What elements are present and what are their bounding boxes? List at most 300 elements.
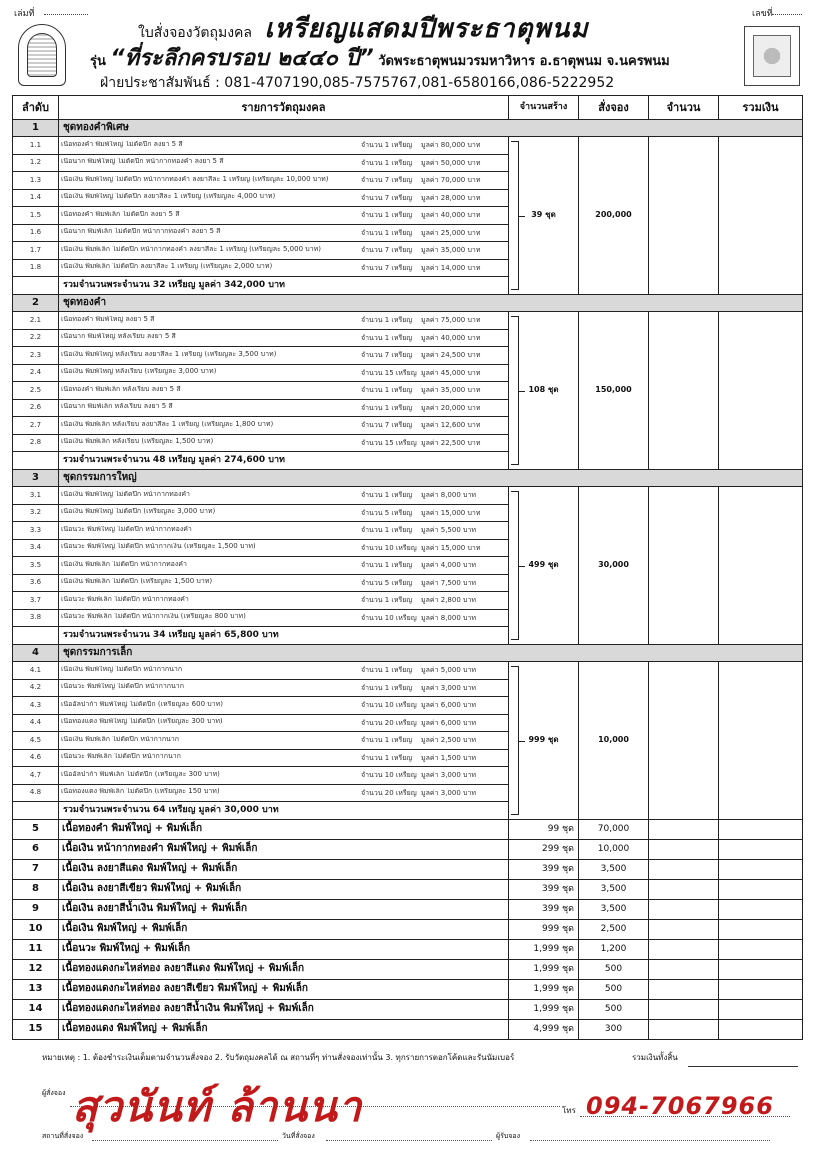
remark-note: หมายเหตุ : 1. ต้องชำระเงินเต็มตามจำนวนสั่งจอง 2. รับวัตถุมงคลได้ ณ สถานที่ๆ ท่านสั่งจองเท่านั้น 3. ทุกรายการตอกโค้ดและรันนัมเบอร์ — [42, 1053, 515, 1062]
section-row — [13, 120, 803, 137]
row-quantity: 1,999 ชุด — [509, 940, 579, 960]
section-title: ชุดทองคำพิเศษ — [59, 120, 803, 137]
col-header-sum: รวมเงิน — [719, 96, 803, 120]
item-quantity: จำนวน 1 เหรียญ — [361, 736, 413, 745]
row-count-field[interactable] — [649, 960, 719, 980]
section-title: ชุดกรรมการใหญ่ — [59, 470, 803, 487]
item-value: มูลค่า 15,000 บาท — [421, 508, 481, 517]
row-desc: เนื้อนวะ พิมพ์ใหญ่ + พิมพ์เล็ก — [59, 940, 509, 960]
row-quantity: 1,999 ชุด — [509, 980, 579, 1000]
row-desc: เนื้อเงิน หน้ากากทองคำ พิมพ์ใหญ่ + พิมพ์เล็ก — [59, 840, 509, 860]
item-desc: เนื้อทองคำ พิมพ์ใหญ่ ไม่ตัดปีก ลงยา 5 สี — [61, 140, 183, 148]
item-desc: เนื้อนวะ พิมพ์เล็ก ไม่ตัดปีก หน้ากากเงิน (เหรียญละ 800 บาท) — [61, 613, 246, 621]
item-desc-cell — [59, 347, 509, 365]
group-quantity: 108 ชุด — [528, 385, 559, 395]
item-value: มูลค่า 50,000 บาท — [421, 158, 481, 167]
item-desc: เนื้อเงิน พิมพ์เล็ก ไม่ตัดปีก หน้ากากนาก — [61, 735, 180, 743]
table-row — [13, 662, 803, 680]
item-number: 4.6 — [13, 749, 59, 767]
item-number: 2.8 — [13, 434, 59, 452]
item-desc-cell — [59, 154, 509, 172]
item-number: 1.8 — [13, 259, 59, 277]
row-order-price: 1,200 — [579, 940, 649, 960]
row-order-price: 3,500 — [579, 860, 649, 880]
item-value: มูลค่า 3,000 บาท — [421, 788, 476, 797]
seller-phone: 094-7067966 — [586, 1092, 774, 1120]
row-number: 6 — [13, 840, 59, 860]
item-desc: เนื้อเงิน พิมพ์เล็ก ไม่ตัดปีก (เหรียญละ 1,500 บาท) — [61, 578, 213, 586]
total-spacer — [13, 277, 59, 295]
item-desc: เนื้ออัลปาก้า พิมพ์เล็ก ไม่ตัดปีก (เหรียญละ 300 บาท) — [61, 770, 220, 778]
item-desc-cell — [59, 609, 509, 627]
item-desc-cell — [59, 189, 509, 207]
item-desc-cell — [59, 137, 509, 155]
row-desc: เนื้อทองแดงกะไหล่ทอง ลงยาสีเขียว พิมพ์ใหญ่ + พิมพ์เล็ก — [59, 980, 509, 1000]
item-value: มูลค่า 80,000 บาท — [421, 141, 481, 150]
row-number: 8 — [13, 880, 59, 900]
book-number-line — [44, 14, 88, 15]
item-desc-cell — [59, 312, 509, 330]
item-value: มูลค่า 22,500 บาท — [421, 438, 481, 447]
item-number: 1.6 — [13, 224, 59, 242]
item-number: 3.8 — [13, 609, 59, 627]
doc-number-line — [772, 14, 802, 15]
row-count-field[interactable] — [649, 840, 719, 860]
item-quantity: จำนวน 10 เหรียญ — [361, 771, 417, 780]
item-quantity: จำนวน 7 เหรียญ — [361, 246, 413, 255]
col-header-qty: จำนวนสร้าง — [509, 96, 579, 120]
row-number: 10 — [13, 920, 59, 940]
item-desc-cell — [59, 539, 509, 557]
group-count-field[interactable] — [649, 662, 719, 820]
group-quantity: 39 ชุด — [531, 210, 556, 220]
item-desc: เนื้อทองคำ พิมพ์เล็ก หลังเรียบ ลงยา 5 สี — [61, 385, 181, 393]
place-field[interactable] — [92, 1140, 278, 1141]
item-number: 1.7 — [13, 242, 59, 260]
item-desc: เนื้ออัลปาก้า พิมพ์ใหญ่ ไม่ตัดปีก (เหรียญละ 600 บาท) — [61, 700, 223, 708]
item-number: 3.4 — [13, 539, 59, 557]
row-sum-field[interactable] — [719, 900, 803, 920]
row-count-field[interactable] — [649, 1000, 719, 1020]
seller-name: สุวนันท์ ล้านนา — [72, 1082, 363, 1131]
group-sum-field[interactable] — [719, 137, 803, 295]
row-sum-field[interactable] — [719, 820, 803, 840]
item-desc-cell — [59, 784, 509, 802]
item-number: 3.7 — [13, 592, 59, 610]
row-number: 13 — [13, 980, 59, 1000]
item-value: มูลค่า 15,000 บาท — [421, 543, 481, 552]
title-big: เหรียญแสดมปีพระธาตุพนม — [264, 14, 589, 44]
form-header — [0, 0, 814, 94]
group-count-field[interactable] — [649, 487, 719, 645]
table-row — [13, 487, 803, 505]
item-desc-cell — [59, 364, 509, 382]
item-desc: เนื้อเงิน พิมพ์ใหญ่ ไม่ตัดปีก หน้ากากนาก — [61, 665, 183, 673]
group-order-price: 150,000 — [579, 312, 649, 470]
item-number: 4.5 — [13, 732, 59, 750]
item-quantity: จำนวน 1 เหรียญ — [361, 683, 413, 692]
bracket-icon — [511, 666, 519, 815]
row-order-price: 500 — [579, 1000, 649, 1020]
table-row — [13, 880, 803, 900]
row-order-price: 2,500 — [579, 920, 649, 940]
item-desc-cell — [59, 504, 509, 522]
row-quantity: 399 ชุด — [509, 880, 579, 900]
col-header-desc: รายการวัตถุมงคล — [59, 96, 509, 120]
item-value: มูลค่า 35,000 บาท — [421, 386, 481, 395]
section-row — [13, 645, 803, 662]
item-desc: เนื้อทองแดง พิมพ์เล็ก ไม่ตัดปีก (เหรียญละ 150 บาท) — [61, 788, 220, 796]
row-desc: เนื้อทองคำ พิมพ์ใหญ่ + พิมพ์เล็ก — [59, 820, 509, 840]
item-quantity: จำนวน 7 เหรียญ — [361, 351, 413, 360]
place-label: สถานที่สั่งจอง — [42, 1132, 84, 1140]
item-desc-cell — [59, 207, 509, 225]
item-quantity: จำนวน 15 เหรียญ — [361, 438, 417, 447]
item-desc: เนื้อนวะ พิมพ์ใหญ่ ไม่ตัดปีก หน้ากากนาก — [61, 683, 184, 691]
item-quantity: จำนวน 1 เหรียญ — [361, 316, 413, 325]
table-row — [13, 840, 803, 860]
row-count-field[interactable] — [649, 860, 719, 880]
item-desc: เนื้อเงิน พิมพ์ใหญ่ ไม่ตัดปีก หน้ากากทองคำ — [61, 490, 190, 498]
item-value: มูลค่า 35,000 บาท — [421, 246, 481, 255]
row-desc: เนื้อเงิน ลงยาสีเขียว พิมพ์ใหญ่ + พิมพ์เล็ก — [59, 880, 509, 900]
item-number: 3.1 — [13, 487, 59, 505]
item-number: 2.1 — [13, 312, 59, 330]
row-desc: เนื้อเงิน ลงยาสีน้ำเงิน พิมพ์ใหญ่ + พิมพ์เล็ก — [59, 900, 509, 920]
contact-line: ฝ่ายประชาสัมพันธ์ : 081-4707190,085-7575767,081-6580166,086-5222952 — [100, 75, 615, 91]
item-quantity: จำนวน 15 เหรียญ — [361, 368, 417, 377]
item-desc-cell — [59, 732, 509, 750]
item-desc: เนื้อเงิน พิมพ์ใหญ่ ไม่ตัดปีก (เหรียญละ 3,000 บาท) — [61, 508, 216, 516]
table-row — [13, 1020, 803, 1040]
item-desc: เนื้อนวะ พิมพ์ใหญ่ ไม่ตัดปีก หน้ากากทองคำ — [61, 525, 192, 533]
row-sum-field[interactable] — [719, 860, 803, 880]
order-table — [12, 95, 803, 1040]
item-desc-cell — [59, 574, 509, 592]
row-order-price: 500 — [579, 980, 649, 1000]
item-desc-cell — [59, 242, 509, 260]
row-desc: เนื้อทองแดงกะไหล่ทอง ลงยาสีน้ำเงิน พิมพ์ใหญ่ + พิมพ์เล็ก — [59, 1000, 509, 1020]
item-number: 1.5 — [13, 207, 59, 225]
group-quantity: 499 ชุด — [528, 560, 559, 570]
total-spacer — [13, 452, 59, 470]
item-value: มูลค่า 2,500 บาท — [421, 736, 476, 745]
row-quantity: 4,999 ชุด — [509, 1020, 579, 1040]
item-desc-cell — [59, 592, 509, 610]
item-number: 3.5 — [13, 557, 59, 575]
item-number: 3.3 — [13, 522, 59, 540]
item-desc: เนื้อเงิน พิมพ์เล็ก ไม่ตัดปีก หน้ากากทองคำ — [61, 560, 187, 568]
row-sum-field[interactable] — [719, 840, 803, 860]
item-value: มูลค่า 3,000 บาท — [421, 771, 476, 780]
item-number: 1.2 — [13, 154, 59, 172]
item-value: มูลค่า 4,000 บาท — [421, 561, 476, 570]
item-desc: เนื้อเงิน พิมพ์ใหญ่ ไม่ตัดปีก หน้ากากทองคำ ลงยาสีละ 1 เหรียญ (เหรียญละ 10,000 บาท) — [61, 175, 329, 183]
item-quantity: จำนวน 1 เหรียญ — [361, 491, 413, 500]
col-header-no: ลำดับ — [13, 96, 59, 120]
item-desc-cell — [59, 749, 509, 767]
table-row — [13, 980, 803, 1000]
item-desc: เนื้อเงิน พิมพ์ใหญ่ หลังเรียบ (เหรียญละ 3,000 บาท) — [61, 368, 217, 376]
col-header-order: สั่งจอง — [579, 96, 649, 120]
row-count-field[interactable] — [649, 980, 719, 1000]
group-sum-field[interactable] — [719, 662, 803, 820]
item-quantity: จำนวน 1 เหรียญ — [361, 386, 413, 395]
item-value: มูลค่า 40,000 บาท — [421, 211, 481, 220]
item-desc: เนื้อทองแดง พิมพ์ใหญ่ ไม่ตัดปีก (เหรียญละ 300 บาท) — [61, 718, 223, 726]
orderer-label: ผู้สั่งจอง — [42, 1089, 66, 1097]
item-desc-cell — [59, 714, 509, 732]
bracket-icon — [511, 316, 519, 465]
section-total: รวมจำนวนพระจำนวน 34 เหรียญ มูลค่า 65,800 บาท — [59, 627, 509, 645]
group-quantity-cell — [509, 137, 579, 295]
total-spacer — [13, 802, 59, 820]
section-number: 3 — [13, 470, 59, 487]
item-desc-cell — [59, 224, 509, 242]
table-row — [13, 820, 803, 840]
item-quantity: จำนวน 1 เหรียญ — [361, 158, 413, 167]
item-value: มูลค่า 75,000 บาท — [421, 316, 481, 325]
item-quantity: จำนวน 7 เหรียญ — [361, 176, 413, 185]
row-desc: เนื้อเงิน พิมพ์ใหญ่ + พิมพ์เล็ก — [59, 920, 509, 940]
table-row — [13, 137, 803, 155]
item-quantity: จำนวน 10 เหรียญ — [361, 701, 417, 710]
item-number: 4.7 — [13, 767, 59, 785]
row-order-price: 3,500 — [579, 880, 649, 900]
row-sum-field[interactable] — [719, 1000, 803, 1020]
row-count-field[interactable] — [649, 880, 719, 900]
row-count-field[interactable] — [649, 900, 719, 920]
row-quantity: 99 ชุด — [509, 820, 579, 840]
group-sum-field[interactable] — [719, 487, 803, 645]
item-value: มูลค่า 40,000 บาท — [421, 333, 481, 342]
section-total: รวมจำนวนพระจำนวน 64 เหรียญ มูลค่า 30,000 บาท — [59, 802, 509, 820]
item-value: มูลค่า 6,000 บาท — [421, 701, 476, 710]
item-desc: เนื้อเงิน พิมพ์เล็ก หลังเรียบ ลงยาสีละ 1 เหรียญ (เหรียญละ 1,800 บาท) — [61, 420, 274, 428]
item-quantity: จำนวน 1 เหรียญ — [361, 141, 413, 150]
item-desc: เนื้อนวะ พิมพ์ใหญ่ ไม่ตัดปีก หน้ากากเงิน (เหรียญละ 1,500 บาท) — [61, 543, 256, 551]
item-desc: เนื้อนาก พิมพ์ใหญ่ หลังเรียบ ลงยา 5 สี — [61, 333, 176, 341]
title-small: ใบสั่งจองวัตถุมงคล — [138, 25, 252, 41]
series-prefix: รุ่น — [90, 54, 106, 69]
receiver-field[interactable] — [530, 1140, 770, 1141]
col-header-count: จำนวน — [649, 96, 719, 120]
item-value: มูลค่า 45,000 บาท — [421, 368, 481, 377]
row-sum-field[interactable] — [719, 960, 803, 980]
item-desc-cell — [59, 767, 509, 785]
item-desc: เนื้อนาก พิมพ์ใหญ่ ไม่ตัดปีก หน้ากากทองคำ ลงยา 5 สี — [61, 158, 224, 166]
table-row — [13, 1000, 803, 1020]
item-desc-cell — [59, 259, 509, 277]
row-number: 7 — [13, 860, 59, 880]
item-desc-cell — [59, 417, 509, 435]
row-sum-field[interactable] — [719, 980, 803, 1000]
item-desc-cell — [59, 434, 509, 452]
section-number: 2 — [13, 295, 59, 312]
item-desc-cell — [59, 487, 509, 505]
item-quantity: จำนวน 10 เหรียญ — [361, 543, 417, 552]
row-quantity: 999 ชุด — [509, 920, 579, 940]
item-quantity: จำนวน 5 เหรียญ — [361, 508, 413, 517]
table-row — [13, 312, 803, 330]
item-desc: เนื้อเงิน พิมพ์เล็ก ไม่ตัดปีก หน้ากากทองคำ ลงยาสีละ 1 เหรียญ (เหรียญละ 5,000 บาท) — [61, 245, 321, 253]
row-quantity: 399 ชุด — [509, 900, 579, 920]
item-quantity: จำนวน 1 เหรียญ — [361, 561, 413, 570]
item-value: มูลค่า 14,000 บาท — [421, 263, 481, 272]
item-number: 1.4 — [13, 189, 59, 207]
row-count-field[interactable] — [649, 920, 719, 940]
row-quantity: 1,999 ชุด — [509, 1000, 579, 1020]
item-desc: เนื้อนาก พิมพ์เล็ก ไม่ตัดปีก หน้ากากทองคำ ลงยา 5 สี — [61, 228, 221, 236]
row-sum-field[interactable] — [719, 880, 803, 900]
item-number: 4.3 — [13, 697, 59, 715]
row-desc: เนื้อเงิน ลงยาสีแดง พิมพ์ใหญ่ + พิมพ์เล็ก — [59, 860, 509, 880]
row-sum-field[interactable] — [719, 1020, 803, 1040]
table-row — [13, 940, 803, 960]
row-quantity: 299 ชุด — [509, 840, 579, 860]
item-quantity: จำนวน 7 เหรียญ — [361, 421, 413, 430]
row-count-field[interactable] — [649, 820, 719, 840]
group-order-price: 30,000 — [579, 487, 649, 645]
item-desc-cell — [59, 557, 509, 575]
item-quantity: จำนวน 20 เหรียญ — [361, 788, 417, 797]
group-order-price: 10,000 — [579, 662, 649, 820]
total-spacer — [13, 627, 59, 645]
item-quantity: จำนวน 7 เหรียญ — [361, 193, 413, 202]
item-value: มูลค่า 3,000 บาท — [421, 683, 476, 692]
section-number: 4 — [13, 645, 59, 662]
row-quantity: 1,999 ชุด — [509, 960, 579, 980]
item-value: มูลค่า 1,500 บาท — [421, 753, 476, 762]
row-order-price: 3,500 — [579, 900, 649, 920]
section-title: ชุดทองคำ — [59, 295, 803, 312]
item-number: 1.1 — [13, 137, 59, 155]
item-value: มูลค่า 20,000 บาท — [421, 403, 481, 412]
item-desc-cell — [59, 329, 509, 347]
stamp-seal-icon — [744, 26, 800, 86]
item-number: 2.6 — [13, 399, 59, 417]
item-desc-cell — [59, 172, 509, 190]
item-desc: เนื้อนาก พิมพ์เล็ก หลังเรียบ ลงยา 5 สี — [61, 403, 173, 411]
group-quantity-cell — [509, 487, 579, 645]
row-sum-field[interactable] — [719, 940, 803, 960]
row-order-price: 10,000 — [579, 840, 649, 860]
item-desc-cell — [59, 522, 509, 540]
row-number: 9 — [13, 900, 59, 920]
item-quantity: จำนวน 1 เหรียญ — [361, 526, 413, 535]
table-row — [13, 960, 803, 980]
item-desc: เนื้อเงิน พิมพ์ใหญ่ หลังเรียบ ลงยาสีละ 1 เหรียญ (เหรียญละ 3,500 บาท) — [61, 350, 277, 358]
item-value: มูลค่า 2,800 บาท — [421, 596, 476, 605]
item-value: มูลค่า 5,000 บาท — [421, 666, 476, 675]
item-quantity: จำนวน 7 เหรียญ — [361, 263, 413, 272]
temple-name: วัดพระธาตุพนมวรมหาวิหาร อ.ธาตุพนม จ.นครพนม — [378, 54, 670, 69]
item-desc-cell — [59, 679, 509, 697]
item-value: มูลค่า 8,000 บาท — [421, 613, 476, 622]
row-count-field[interactable] — [649, 1020, 719, 1040]
doc-number-label: เลขที่ — [752, 9, 773, 19]
grand-total-field[interactable] — [688, 1066, 798, 1067]
item-quantity: จำนวน 10 เหรียญ — [361, 613, 417, 622]
row-sum-field[interactable] — [719, 920, 803, 940]
row-number: 14 — [13, 1000, 59, 1020]
group-count-field[interactable] — [649, 137, 719, 295]
date-field[interactable] — [326, 1140, 492, 1141]
group-quantity: 999 ชุด — [528, 735, 559, 745]
section-total: รวมจำนวนพระจำนวน 32 เหรียญ มูลค่า 342,000 บาท — [59, 277, 509, 295]
row-number: 15 — [13, 1020, 59, 1040]
item-number: 2.5 — [13, 382, 59, 400]
series-name: “ที่ระลึกครบรอบ ๒๔๔๐ ปี” — [110, 46, 374, 71]
temple-logo-icon — [18, 24, 66, 86]
tel-label: โทร — [562, 1106, 576, 1115]
item-desc: เนื้อเงิน พิมพ์ใหญ่ ไม่ตัดปีก ลงยาสีละ 1 เหรียญ (เหรียญละ 4,000 บาท) — [61, 193, 276, 201]
item-quantity: จำนวน 1 เหรียญ — [361, 666, 413, 675]
item-number: 4.2 — [13, 679, 59, 697]
item-desc-cell — [59, 382, 509, 400]
row-order-price: 500 — [579, 960, 649, 980]
table-row — [13, 920, 803, 940]
item-desc: เนื้อทองคำ พิมพ์เล็ก ไม่ตัดปีก ลงยา 5 สี — [61, 210, 180, 218]
item-value: มูลค่า 6,000 บาท — [421, 718, 476, 727]
group-sum-field[interactable] — [719, 312, 803, 470]
book-number-label: เล่มที่ — [14, 9, 35, 19]
row-order-price: 300 — [579, 1020, 649, 1040]
item-quantity: จำนวน 1 เหรียญ — [361, 753, 413, 762]
item-quantity: จำนวน 20 เหรียญ — [361, 718, 417, 727]
group-quantity-cell — [509, 312, 579, 470]
receiver-label: ผู้รับจอง — [496, 1132, 521, 1140]
item-desc-cell — [59, 662, 509, 680]
row-number: 12 — [13, 960, 59, 980]
item-desc: เนื้อเงิน พิมพ์เล็ก หลังเรียบ (เหรียญละ 1,500 บาท) — [61, 438, 214, 446]
item-number: 2.2 — [13, 329, 59, 347]
bracket-icon — [511, 141, 519, 290]
item-number: 4.8 — [13, 784, 59, 802]
grand-total-label: รวมเงินทั้งสิ้น — [632, 1053, 678, 1062]
item-desc-cell — [59, 697, 509, 715]
section-number: 1 — [13, 120, 59, 137]
item-desc: เนื้อนวะ พิมพ์เล็ก ไม่ตัดปีก หน้ากากทองคำ — [61, 595, 189, 603]
group-order-price: 200,000 — [579, 137, 649, 295]
item-desc: เนื้อทองคำ พิมพ์ใหญ่ ลงยา 5 สี — [61, 315, 155, 323]
bracket-icon — [511, 491, 519, 640]
table-header-row — [13, 96, 803, 120]
item-number: 2.3 — [13, 347, 59, 365]
item-desc: เนื้อเงิน พิมพ์เล็ก ไม่ตัดปีก ลงยาสีละ 1 เหรียญ (เหรียญละ 2,000 บาท) — [61, 263, 273, 271]
group-count-field[interactable] — [649, 312, 719, 470]
item-number: 2.7 — [13, 417, 59, 435]
section-total: รวมจำนวนพระจำนวน 48 เหรียญ มูลค่า 274,600 บาท — [59, 452, 509, 470]
item-quantity: จำนวน 1 เหรียญ — [361, 228, 413, 237]
row-order-price: 70,000 — [579, 820, 649, 840]
section-row — [13, 295, 803, 312]
item-value: มูลค่า 24,500 บาท — [421, 351, 481, 360]
row-desc: เนื้อทองแดงกะไหล่ทอง ลงยาสีแดง พิมพ์ใหญ่ + พิมพ์เล็ก — [59, 960, 509, 980]
date-label: วันที่สั่งจอง — [282, 1132, 315, 1140]
row-count-field[interactable] — [649, 940, 719, 960]
item-value: มูลค่า 25,000 บาท — [421, 228, 481, 237]
item-number: 1.3 — [13, 172, 59, 190]
section-title: ชุดกรรมการเล็ก — [59, 645, 803, 662]
row-desc: เนื้อทองแดง พิมพ์ใหญ่ + พิมพ์เล็ก — [59, 1020, 509, 1040]
item-value: มูลค่า 5,500 บาท — [421, 526, 476, 535]
item-desc: เนื้อนวะ พิมพ์เล็ก ไม่ตัดปีก หน้ากากนาก — [61, 753, 181, 761]
item-number: 2.4 — [13, 364, 59, 382]
row-number: 11 — [13, 940, 59, 960]
row-number: 5 — [13, 820, 59, 840]
item-quantity: จำนวน 5 เหรียญ — [361, 578, 413, 587]
